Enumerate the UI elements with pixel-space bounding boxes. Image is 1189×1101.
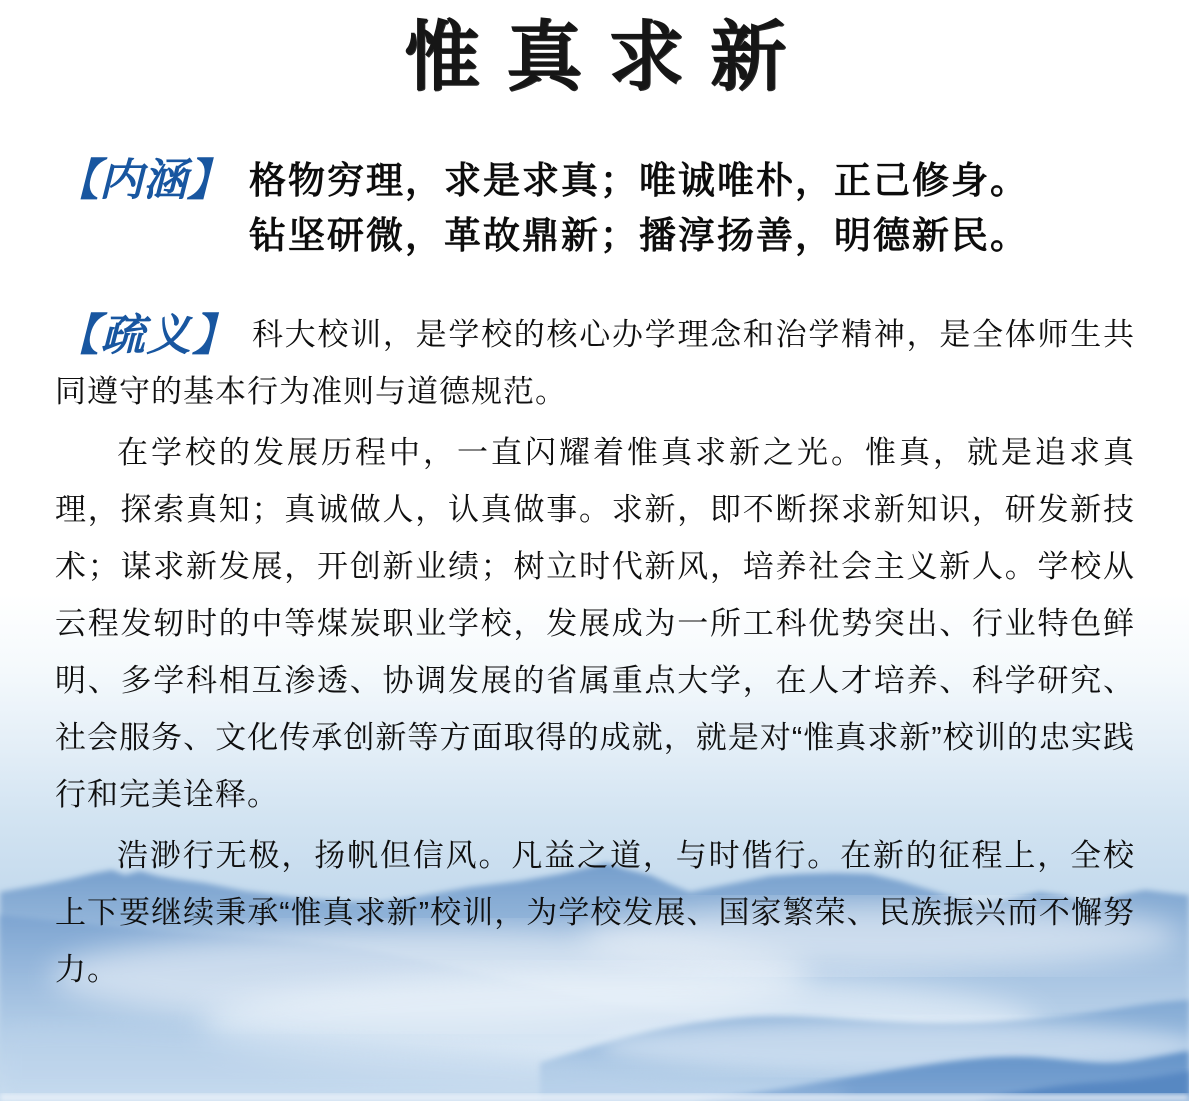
motto-line-1: 格物穷理，求是求真；唯诚唯朴，正己修身。 xyxy=(249,161,1029,202)
shuyi-section-label: 【疏义】 xyxy=(55,311,238,360)
page-title: 惟真求新 xyxy=(404,16,812,100)
neihan-section xyxy=(55,154,1135,264)
shuyi-paragraph-3: 浩渺行无极，扬帆但信风。凡益之道，与时偕行。在新的征程上，全校上下要继续秉承“惟真求新”校训，为学校发展、国家繁荣、民族振兴而不懈努力。 xyxy=(55,838,1135,987)
page-content xyxy=(0,10,1189,998)
motto-line-2: 钻坚研微，革故鼎新；播淳扬善，明德新民。 xyxy=(249,216,1029,257)
shuyi-section xyxy=(55,306,1135,998)
shuyi-paragraph-1-text: 科大校训，是学校的核心办学理念和治学精神，是全体师生共同遵守的基本行为准则与道德规范。 xyxy=(55,317,1136,409)
neihan-section-label: 【内涵】 xyxy=(55,156,231,205)
shuyi-paragraph-2: 在学校的发展历程中，一直闪耀着惟真求新之光。惟真，就是追求真理，探索真知；真诚做人，认真做事。求新，即不断探求新知识，研发新技术；谋求新发展，开创新业绩；树立时代新风，培养社会主义新人。学校从云程发轫时的中等煤炭职业学校，发展成为一所工科优势突出、行业特色鲜明、多学科相互渗透、协调发展的省属重点大学，在人才培养、科学研究、社会服务、文化传承创新等方面取得的成就，就是对“惟真求新”校训的忠实践行和完美诠释。 xyxy=(55,435,1135,812)
shuyi-paragraph-1 xyxy=(55,306,1135,420)
motto-text xyxy=(249,154,1029,264)
